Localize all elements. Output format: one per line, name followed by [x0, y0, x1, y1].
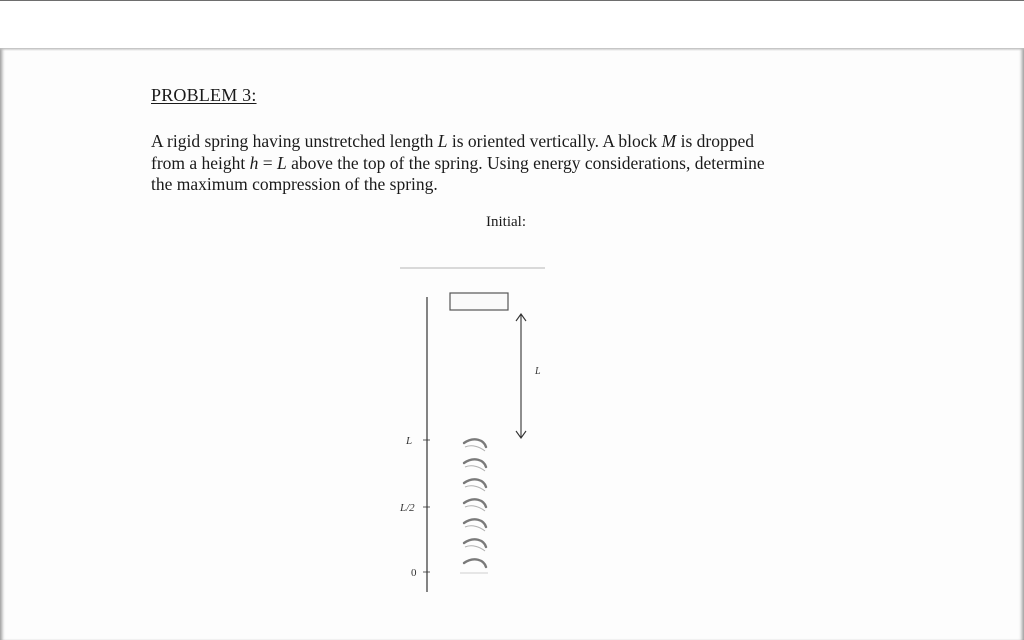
problem-heading: PROBLEM 3: [151, 85, 257, 105]
problem-statement [151, 131, 881, 196]
problem-line-1 [151, 131, 881, 153]
tick-label-L: L [406, 435, 413, 447]
text-span: is dropped [676, 131, 755, 151]
spring-figure [380, 250, 560, 610]
text-span: is oriented vertically. A block [447, 131, 662, 151]
spring-coil-shadow [465, 446, 485, 451]
spring-coil-shadow [465, 526, 485, 531]
viewer-top-bar [0, 0, 1024, 49]
page-edge-shadow [0, 48, 1024, 51]
variable-height: h [249, 152, 259, 173]
dimension-label-L: L [535, 366, 541, 377]
tick-label-half-L: L/2 [400, 502, 415, 514]
spring-icon [464, 439, 486, 567]
spring-coil-shadow [465, 506, 485, 511]
text-span: from a height [151, 152, 250, 173]
spring-coil-shadow [465, 546, 485, 551]
block-mass [450, 293, 508, 310]
variable-length: L [437, 131, 448, 151]
problem-line-2 [151, 153, 881, 175]
spring-coil [464, 559, 486, 567]
text-span: above the top of the spring. Using energy considerations, determine [286, 152, 765, 173]
spring-coil-shadow [465, 466, 485, 471]
variable-length: L [277, 152, 287, 173]
problem-line-3: the maximum compression of the spring. [151, 174, 438, 194]
variable-mass: M [661, 131, 677, 151]
figure-label: Initial: [486, 214, 526, 230]
text-span: = [258, 152, 278, 173]
tick-label-zero: 0 [411, 567, 417, 579]
spring-coil-shadow [465, 486, 485, 491]
text-span: A rigid spring having unstretched length [151, 131, 438, 151]
